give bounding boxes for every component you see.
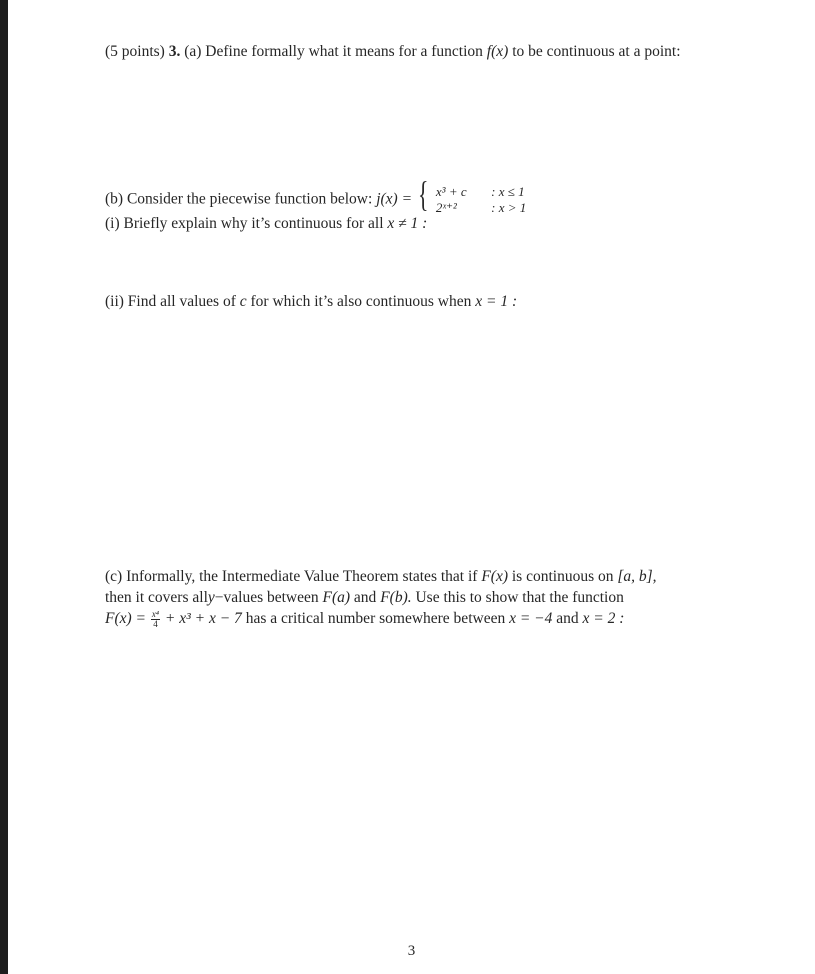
- text-segment: Use this to show that the function: [415, 589, 624, 606]
- question-b-ii-math: x = 1 :: [475, 293, 518, 310]
- F-of-b: F(b).: [380, 589, 412, 606]
- fraction-denominator: 4: [153, 618, 158, 629]
- question-b: [105, 174, 745, 216]
- x-upper-bound: x = 2 :: [582, 610, 625, 627]
- piecewise-definition: [417, 174, 527, 216]
- question-b-ii-text: (ii) Find all values of: [105, 293, 236, 310]
- text-segment: −values between: [214, 589, 319, 606]
- question-a-text-end: to be continuous at a point:: [512, 43, 681, 60]
- function-f: f(x): [486, 43, 509, 60]
- text-segment: (c) Informally, the Intermediate Value Theorem states that if: [105, 568, 478, 585]
- question-b-i-math: x ≠ 1 :: [387, 215, 428, 232]
- text-segment: and: [556, 610, 579, 627]
- question-b-intro: (b) Consider the piecewise function below:: [105, 190, 373, 208]
- document-page: [8, 0, 815, 974]
- F-of-a: F(a): [322, 589, 351, 606]
- left-brace: {: [417, 174, 429, 214]
- case-1-condition: : x ≤ 1: [491, 184, 525, 199]
- question-a-text: (a) Define formally what it means for a function: [184, 43, 483, 60]
- question-c-line-2: [105, 587, 745, 608]
- interval-ab: [a, b],: [617, 568, 657, 585]
- case-2-expression: 2ˣ⁺²: [435, 200, 457, 215]
- polynomial-rest: + x³ + x − 7: [164, 610, 242, 627]
- question-b-ii-text-end: for which it’s also continuous when: [250, 293, 472, 310]
- x-lower-bound: x = −4: [509, 610, 553, 627]
- text-segment: then it covers all: [105, 589, 208, 606]
- case-1-expression: x³ + c: [435, 184, 467, 199]
- question-c: [105, 566, 745, 629]
- cases: [436, 184, 526, 216]
- text-segment: has a critical number somewhere between: [245, 610, 506, 627]
- question-c-line-3: [105, 608, 745, 629]
- text-segment: is continuous on: [511, 568, 614, 585]
- variable-c: c: [239, 293, 247, 310]
- question-number: 3.: [168, 43, 181, 60]
- text-segment: and: [353, 589, 377, 606]
- points-label: (5 points): [105, 43, 165, 60]
- function-F: F(x): [481, 568, 508, 585]
- fraction-numerator: x⁴: [151, 608, 160, 619]
- question-b-i: [105, 213, 745, 234]
- page-number: 3: [407, 943, 416, 959]
- fraction: [151, 610, 160, 629]
- case-2-condition: : x > 1: [491, 200, 527, 215]
- function-j-lhs: j(x) =: [376, 190, 413, 208]
- question-b-ii: [105, 291, 745, 312]
- question-a: [105, 41, 745, 62]
- question-b-i-text: (i) Briefly explain why it’s continuous for all: [105, 215, 384, 232]
- variable-y: y: [207, 589, 215, 606]
- F-of-x-lhs: F(x) =: [105, 610, 147, 627]
- question-c-line-1: [105, 566, 745, 587]
- case-row-1: [436, 184, 526, 200]
